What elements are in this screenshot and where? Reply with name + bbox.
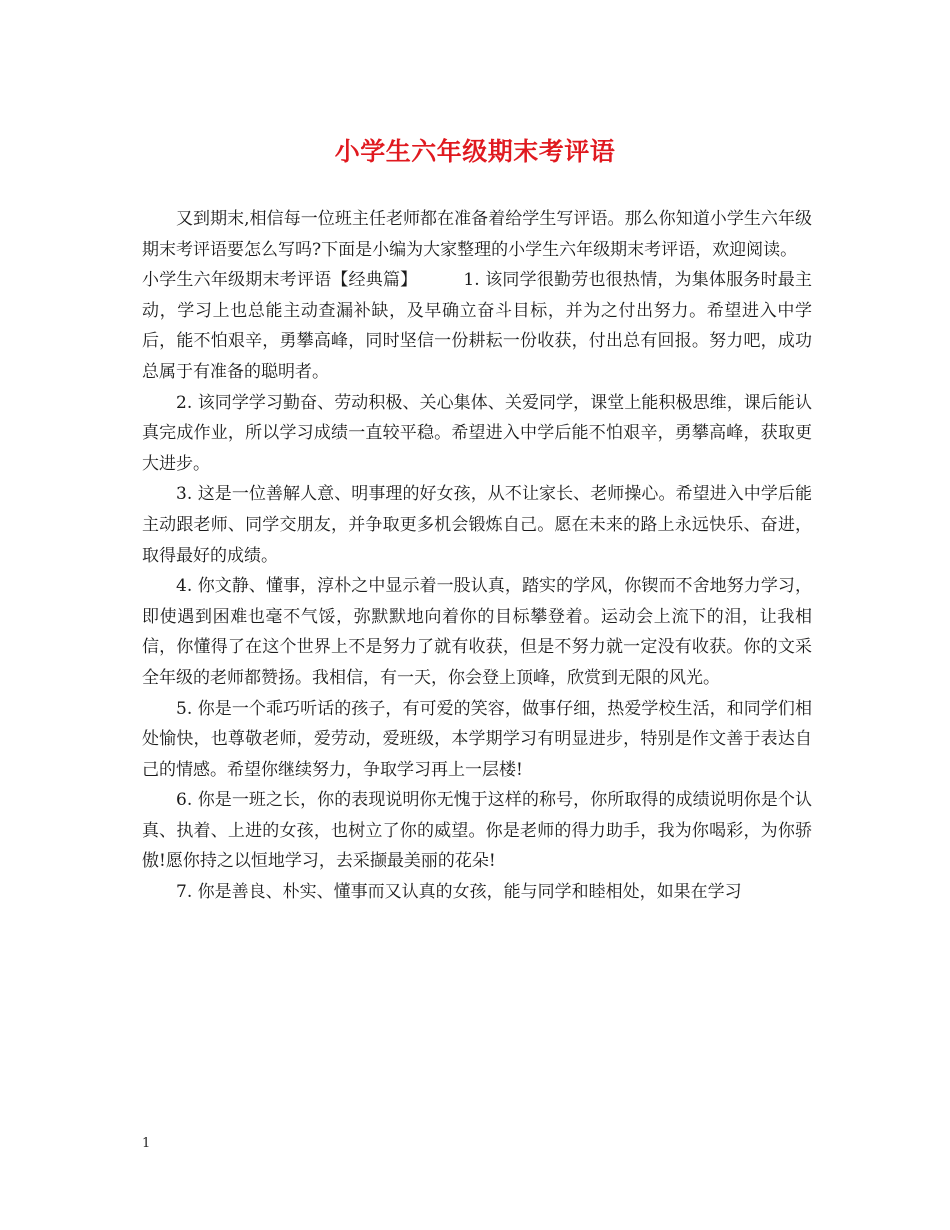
comment-item-6: 6. 你是一班之长，你的表现说明你无愧于这样的称号，你所取得的成绩说明你是个认真、执着、上进的女孩，也树立了你的威望。你是老师的得力助手，我为你喝彩，为你骄傲!愿你持之以恒地学习，去采撷最美丽的花朵! bbox=[142, 790, 812, 872]
section-paragraph bbox=[142, 265, 812, 387]
comment-item-4: 4. 你文静、懂事，淳朴之中显示着一股认真，踏实的学风，你锲而不舍地努力学习，即使遇到困难也毫不气馁，弥默默地向着你的目标攀登着。运动会上流下的泪，让我相信，你懂得了在这个世界上不是努力了就有收获，但是不努力就一定没有收获。你的文采全年级的老师都赞扬。我相信，有一天，你会登上顶峰，欣赏到无限的风光。 bbox=[142, 576, 812, 688]
comment-item-7: 7. 你是善良、朴实、懂事而又认真的女孩，能与同学和睦相处，如果在学习 bbox=[176, 882, 742, 903]
page-number: 1 bbox=[142, 1136, 151, 1151]
section-heading: 小学生六年级期末考评语【经典篇】 bbox=[142, 270, 418, 291]
comment-item-3: 3. 这是一位善解人意、明事理的好女孩，从不让家长、老师操心。希望进入中学后能主动跟老师、同学交朋友，并争取更多机会锻炼自己。愿在未来的路上永远快乐、奋进，取得最好的成绩。 bbox=[142, 484, 812, 566]
comment-item-5: 5. 你是一个乖巧听话的孩子，有可爱的笑容，做事仔细，热爱学校生活，和同学们相处愉快，也尊敬老师，爱劳动，爱班级，本学期学习有明显进步，特别是作文善于表达自己的情感。希望你继续努力，争取学习再上一层楼! bbox=[142, 698, 812, 780]
intro-paragraph: 又到期末,相信每一位班主任老师都在准备着给学生写评语。那么你知道小学生六年级期末考评语要怎么写吗?下面是小编为大家整理的小学生六年级期末考评语，欢迎阅读。 bbox=[142, 209, 812, 260]
comment-item-1: 1. 该同学很勤劳也很热情，为集体服务时最主动，学习上也总能主动查漏补缺，及早确立奋斗目标，并为之付出努力。希望进入中学后，能不怕艰辛，勇攀高峰，同时坚信一份耕耘一份收获，付出总有回报。努力吧，成功总属于有准备的聪明者。 bbox=[142, 270, 813, 382]
document-title: 小学生六年级期末考评语 bbox=[334, 137, 616, 166]
document-body bbox=[142, 204, 812, 908]
comment-item-2: 2. 该同学学习勤奋、劳动积极、关心集体、关爱同学，课堂上能积极思维，课后能认真完成作业，所以学习成绩一直较平稳。希望进入中学后能不怕艰辛，勇攀高峰，获取更大进步。 bbox=[142, 392, 812, 474]
